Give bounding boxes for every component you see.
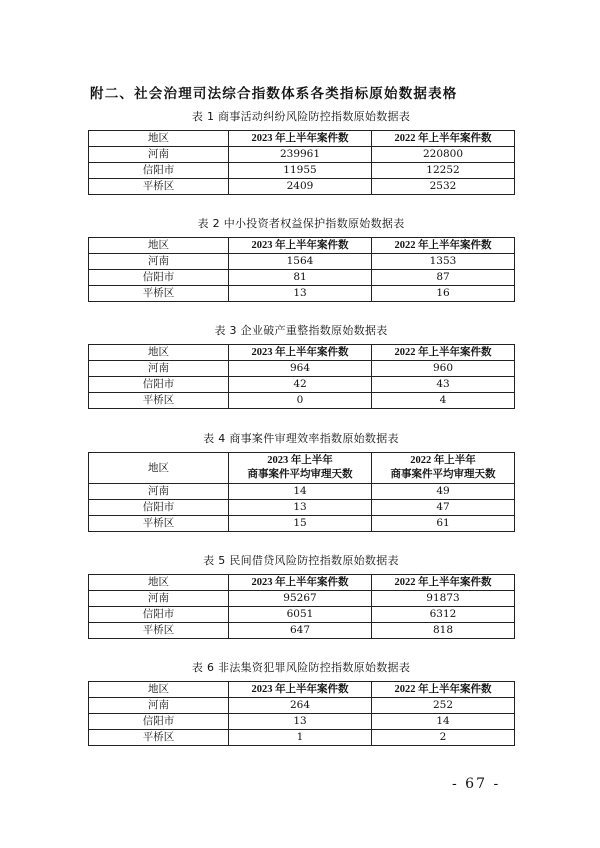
- cell-2023: 264: [229, 698, 372, 714]
- table-row: [89, 361, 515, 377]
- cell-2022: 12252: [372, 163, 515, 179]
- cell-region: 河南: [89, 698, 229, 714]
- table-block-5: [88, 552, 514, 639]
- cell-2023: 0: [229, 393, 372, 409]
- table-row: [89, 377, 515, 393]
- data-table: [88, 237, 515, 302]
- cell-2022: 16: [372, 286, 515, 302]
- data-table: [88, 452, 515, 532]
- data-table: [88, 344, 515, 409]
- table-row: [89, 270, 515, 286]
- cell-2022: 220800: [372, 147, 515, 163]
- header-2023: 2023 年上半年案件数: [229, 345, 372, 361]
- table-row: [89, 500, 515, 516]
- table-row: [89, 286, 515, 302]
- data-table: [88, 130, 515, 195]
- table-block-3: [88, 322, 514, 409]
- cell-region: 信阳市: [89, 270, 229, 286]
- cell-2022: 960: [372, 361, 515, 377]
- cell-region: 河南: [89, 591, 229, 607]
- table-header-row: [89, 682, 515, 698]
- cell-2022: 49: [372, 484, 515, 500]
- table-row: [89, 730, 515, 746]
- header-2022: 2022 年上半年案件数: [372, 575, 515, 591]
- table-row: [89, 698, 515, 714]
- header-2022: 2022 年上半年 商事案件平均审理天数: [372, 453, 515, 484]
- header-region: 地区: [89, 453, 229, 484]
- cell-region: 信阳市: [89, 714, 229, 730]
- data-table: [88, 681, 515, 746]
- table-caption: 表 2 中小投资者权益保护指数原始数据表: [197, 217, 405, 230]
- header-2023: 2023 年上半年案件数: [229, 575, 372, 591]
- cell-region: 河南: [89, 147, 229, 163]
- section-title: 附二、社会治理司法综合指数体系各类指标原始数据表格: [90, 86, 458, 102]
- cell-2023: 1564: [229, 254, 372, 270]
- table-row: [89, 714, 515, 730]
- cell-2023: 2409: [229, 179, 372, 195]
- table-row: [89, 591, 515, 607]
- cell-region: 平桥区: [89, 286, 229, 302]
- cell-2023: 964: [229, 361, 372, 377]
- table-block-1: [88, 108, 514, 195]
- table-block-6: [88, 659, 514, 746]
- cell-2023: 1: [229, 730, 372, 746]
- cell-2023: 95267: [229, 591, 372, 607]
- cell-2022: 818: [372, 623, 515, 639]
- table-header-row: [89, 238, 515, 254]
- header-region: 地区: [89, 575, 229, 591]
- cell-region: 河南: [89, 484, 229, 500]
- cell-region: 平桥区: [89, 516, 229, 532]
- data-table: [88, 574, 515, 639]
- cell-region: 河南: [89, 254, 229, 270]
- cell-2022: 6312: [372, 607, 515, 623]
- cell-2023: 13: [229, 714, 372, 730]
- cell-region: 平桥区: [89, 393, 229, 409]
- cell-region: 平桥区: [89, 179, 229, 195]
- cell-2022: 2: [372, 730, 515, 746]
- cell-2022: 252: [372, 698, 515, 714]
- header-2023: 2023 年上半年案件数: [229, 238, 372, 254]
- table-header-row: [89, 131, 515, 147]
- table-header-row: [89, 575, 515, 591]
- table-row: [89, 623, 515, 639]
- table-header-row: [89, 345, 515, 361]
- header-2022: 2022 年上半年案件数: [372, 682, 515, 698]
- table-row: [89, 163, 515, 179]
- page-number: - 67 -: [452, 776, 501, 792]
- cell-2022: 2532: [372, 179, 515, 195]
- table-row: [89, 484, 515, 500]
- header-2022: 2022 年上半年案件数: [372, 238, 515, 254]
- cell-2023: 14: [229, 484, 372, 500]
- cell-2023: 81: [229, 270, 372, 286]
- header-2022: 2022 年上半年案件数: [372, 345, 515, 361]
- cell-2023: 15: [229, 516, 372, 532]
- cell-2023: 239961: [229, 147, 372, 163]
- header-region: 地区: [89, 345, 229, 361]
- cell-region: 信阳市: [89, 377, 229, 393]
- cell-2023: 6051: [229, 607, 372, 623]
- table-header-row: [89, 453, 515, 484]
- table-block-4: [88, 430, 514, 532]
- cell-region: 河南: [89, 361, 229, 377]
- header-region: 地区: [89, 238, 229, 254]
- cell-region: 信阳市: [89, 500, 229, 516]
- table-block-2: [88, 215, 514, 302]
- cell-region: 平桥区: [89, 623, 229, 639]
- cell-2023: 647: [229, 623, 372, 639]
- cell-2022: 43: [372, 377, 515, 393]
- cell-region: 信阳市: [89, 163, 229, 179]
- cell-2022: 1353: [372, 254, 515, 270]
- cell-region: 平桥区: [89, 730, 229, 746]
- cell-2022: 87: [372, 270, 515, 286]
- cell-2023: 13: [229, 286, 372, 302]
- cell-2022: 61: [372, 516, 515, 532]
- table-row: [89, 147, 515, 163]
- table-row: [89, 607, 515, 623]
- table-caption: 表 4 商事案件审理效率指数原始数据表: [203, 432, 399, 445]
- cell-2022: 47: [372, 500, 515, 516]
- header-region: 地区: [89, 682, 229, 698]
- header-2023: 2023 年上半年 商事案件平均审理天数: [229, 453, 372, 484]
- cell-2023: 42: [229, 377, 372, 393]
- cell-2023: 11955: [229, 163, 372, 179]
- table-row: [89, 393, 515, 409]
- table-row: [89, 516, 515, 532]
- cell-2022: 4: [372, 393, 515, 409]
- header-2023: 2023 年上半年案件数: [229, 131, 372, 147]
- cell-2023: 13: [229, 500, 372, 516]
- cell-2022: 91873: [372, 591, 515, 607]
- table-caption: 表 3 企业破产重整指数原始数据表: [214, 324, 388, 337]
- header-region: 地区: [89, 131, 229, 147]
- table-row: [89, 179, 515, 195]
- header-2022: 2022 年上半年案件数: [372, 131, 515, 147]
- table-row: [89, 254, 515, 270]
- cell-2022: 14: [372, 714, 515, 730]
- cell-region: 信阳市: [89, 607, 229, 623]
- table-caption: 表 6 非法集资犯罪风险防控指数原始数据表: [191, 661, 411, 674]
- table-caption: 表 5 民间借贷风险防控指数原始数据表: [203, 554, 399, 567]
- table-caption: 表 1 商事活动纠纷风险防控指数原始数据表: [191, 110, 411, 123]
- header-2023: 2023 年上半年案件数: [229, 682, 372, 698]
